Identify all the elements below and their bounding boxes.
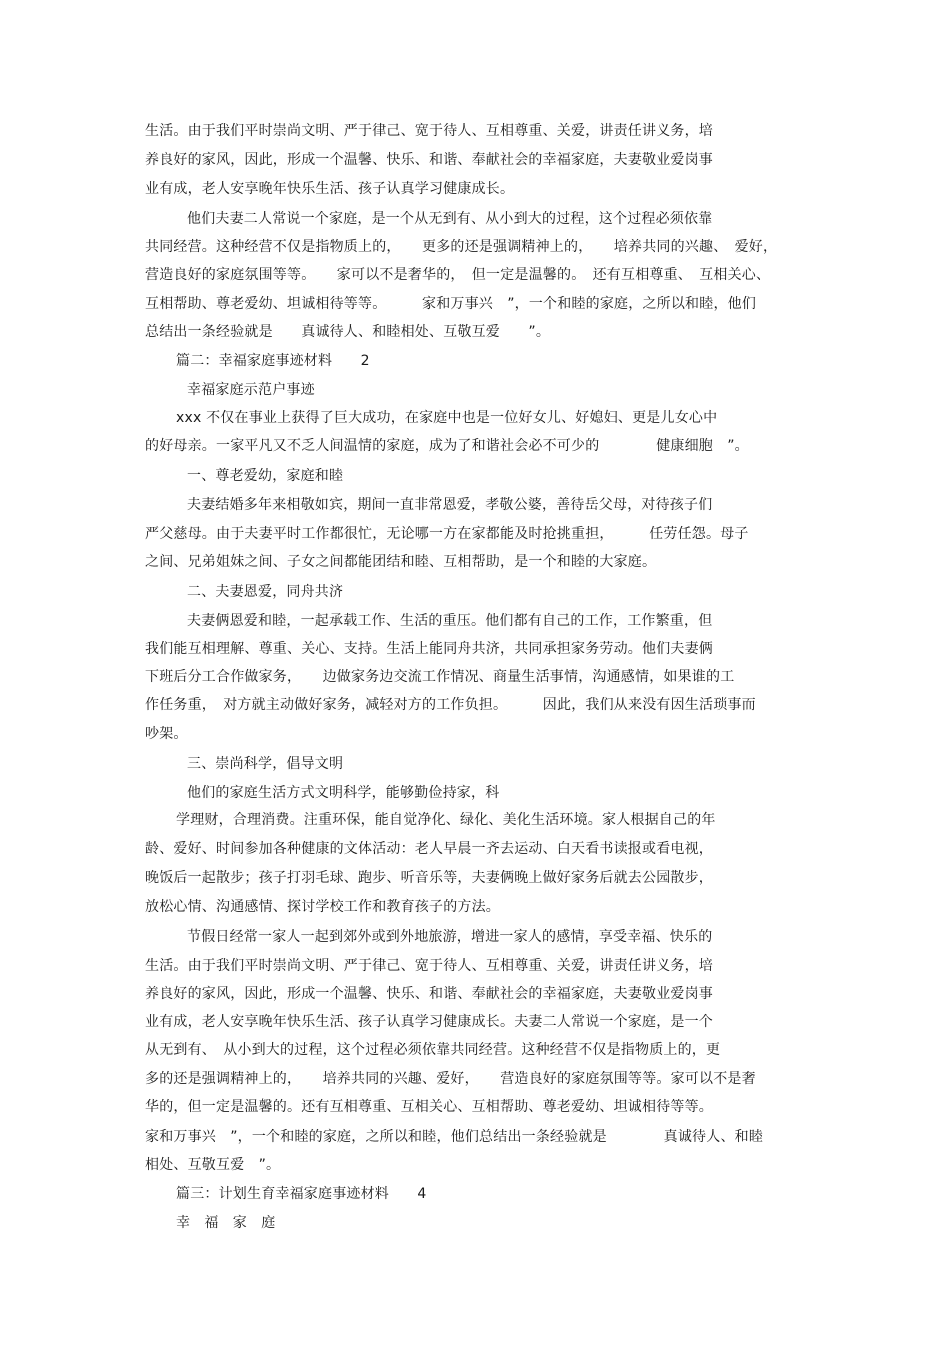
text-line: 营造良好的家庭氛围等等。 家可以不是奢华的， 但一定是温馨的。 还有互相尊重、 互相关心、 <box>145 267 771 283</box>
text-line: 生活。由于我们平时崇尚文明、严于律己、宽于待人、互相尊重、关爱，讲责任讲义务，培 <box>145 123 713 139</box>
subsection-heading: 二、夫妻恩爱，同舟共济 <box>187 584 344 600</box>
text-line: xxx 不仅在事业上获得了巨大成功，在家庭中也是一位好女儿、好媳妇、更是儿女心中 <box>176 410 718 426</box>
text-line: 从无到有、 从小到大的过程，这个过程必须依靠共同经营。这种经营不仅是指物质上的，更 <box>145 1042 721 1058</box>
text-line: 共同经营。这种经营不仅是指物质上的， 更多的还是强调精神上的， 培养共同的兴趣、 爱好， <box>145 239 778 255</box>
text-line: 夫妻俩恩爱和睦，一起承载工作、生活的重压。他们都有自己的工作，工作繁重，但 <box>187 613 713 629</box>
subsection-heading: 三、崇尚科学，倡导文明 <box>187 756 344 772</box>
text-line: 严父慈母。由于夫妻平时工作都很忙，无论哪一方在家都能及时抢挑重担， 任劳任怨。母子 <box>145 526 749 542</box>
text-line: 节假日经常一家人一起到郊外或到外地旅游，增进一家人的感情，享受幸福、快乐的 <box>187 929 713 945</box>
text-line: 华的，但一定是温馨的。还有互相尊重、互相关心、互相帮助、尊老爱幼、坦诚相待等等。 <box>145 1099 713 1115</box>
text-line: 养良好的家风，因此，形成一个温馨、快乐、和谐、奉献社会的幸福家庭，夫妻敬业爱岗事 <box>145 986 713 1002</box>
text-line: 家和万事兴 ”，一个和睦的家庭，之所以和睦，他们总结出一条经验就是 真诚待人、和睦 <box>145 1129 764 1145</box>
text-line: 他们夫妻二人常说一个家庭，是一个从无到有、从小到大的过程，这个过程必须依靠 <box>187 211 713 227</box>
text-line: 夫妻结婚多年来相敬如宾，期间一直非常恩爱，孝敬公婆，善待岳父母，对待孩子们 <box>187 497 713 513</box>
section-heading: 篇三：计划生育幸福家庭事迹材料 4 <box>176 1186 427 1202</box>
text-line: 互相帮助、尊老爱幼、坦诚相待等等。 家和万事兴 ”，一个和睦的家庭，之所以和睦，他们 <box>145 296 757 312</box>
text-line: 业有成，老人安享晚年快乐生活、孩子认真学习健康成长。夫妻二人常说一个家庭，是一个 <box>145 1014 713 1030</box>
section-subheading: 幸福家庭示范户事迹 <box>187 382 315 398</box>
text-line: 学理财，合理消费。注重环保，能自觉净化、绿化、美化生活环境。家人根据自己的年 <box>176 812 716 828</box>
text-line: 多的还是强调精神上的， 培养共同的兴趣、爱好， 营造良好的家庭氛围等等。家可以不是奢 <box>145 1071 756 1087</box>
text-line: 生活。由于我们平时崇尚文明、严于律己、宽于待人、互相尊重、关爱，讲责任讲义务，培 <box>145 958 713 974</box>
text-line: 总结出一条经验就是 真诚待人、和睦相处、互敬互爱 ”。 <box>145 324 551 340</box>
text-line: 业有成，老人安享晚年快乐生活、孩子认真学习健康成长。 <box>145 181 515 197</box>
section-heading: 篇二：幸福家庭事迹材料 2 <box>176 353 370 369</box>
text-line: 的好母亲。一家平凡又不乏人间温情的家庭，成为了和谐社会必不可少的 健康细胞 ”。 <box>145 438 749 454</box>
text-line: 我们能互相理解、尊重、关心、支持。生活上能同舟共济，共同承担家务劳动。他们夫妻俩 <box>145 641 713 657</box>
text-line: 吵架。 <box>145 726 188 742</box>
text-line: 龄、爱好、时间参加各种健康的文体活动：老人早晨一齐去运动、白天看书读报或看电视， <box>145 841 713 857</box>
section-subheading: 幸 福 家 庭 <box>176 1215 276 1231</box>
subsection-heading: 一、尊老爱幼，家庭和睦 <box>187 468 344 484</box>
text-line: 相处、互敬互爱 ”。 <box>145 1157 281 1173</box>
text-line: 晚饭后一起散步；孩子打羽毛球、跑步、听音乐等，夫妻俩晚上做好家务后就去公园散步， <box>145 870 713 886</box>
text-line: 之间、兄弟姐妹之间、子女之间都能团结和睦、互相帮助，是一个和睦的大家庭。 <box>145 554 657 570</box>
text-line: 放松心情、沟通感情、探讨学校工作和教育孩子的方法。 <box>145 899 500 915</box>
text-line: 作任务重， 对方就主动做好家务，减轻对方的工作负担。 因此，我们从来没有因生活琐事而 <box>145 697 756 713</box>
text-line: 他们的家庭生活方式文明科学，能够勤俭持家，科 <box>187 785 500 801</box>
text-line: 下班后分工合作做家务， 边做家务边交流工作情况、商量生活事情，沟通感情，如果谁的工 <box>145 669 735 685</box>
text-line: 养良好的家风，因此，形成一个温馨、快乐、和谐、奉献社会的幸福家庭，夫妻敬业爱岗事 <box>145 152 713 168</box>
